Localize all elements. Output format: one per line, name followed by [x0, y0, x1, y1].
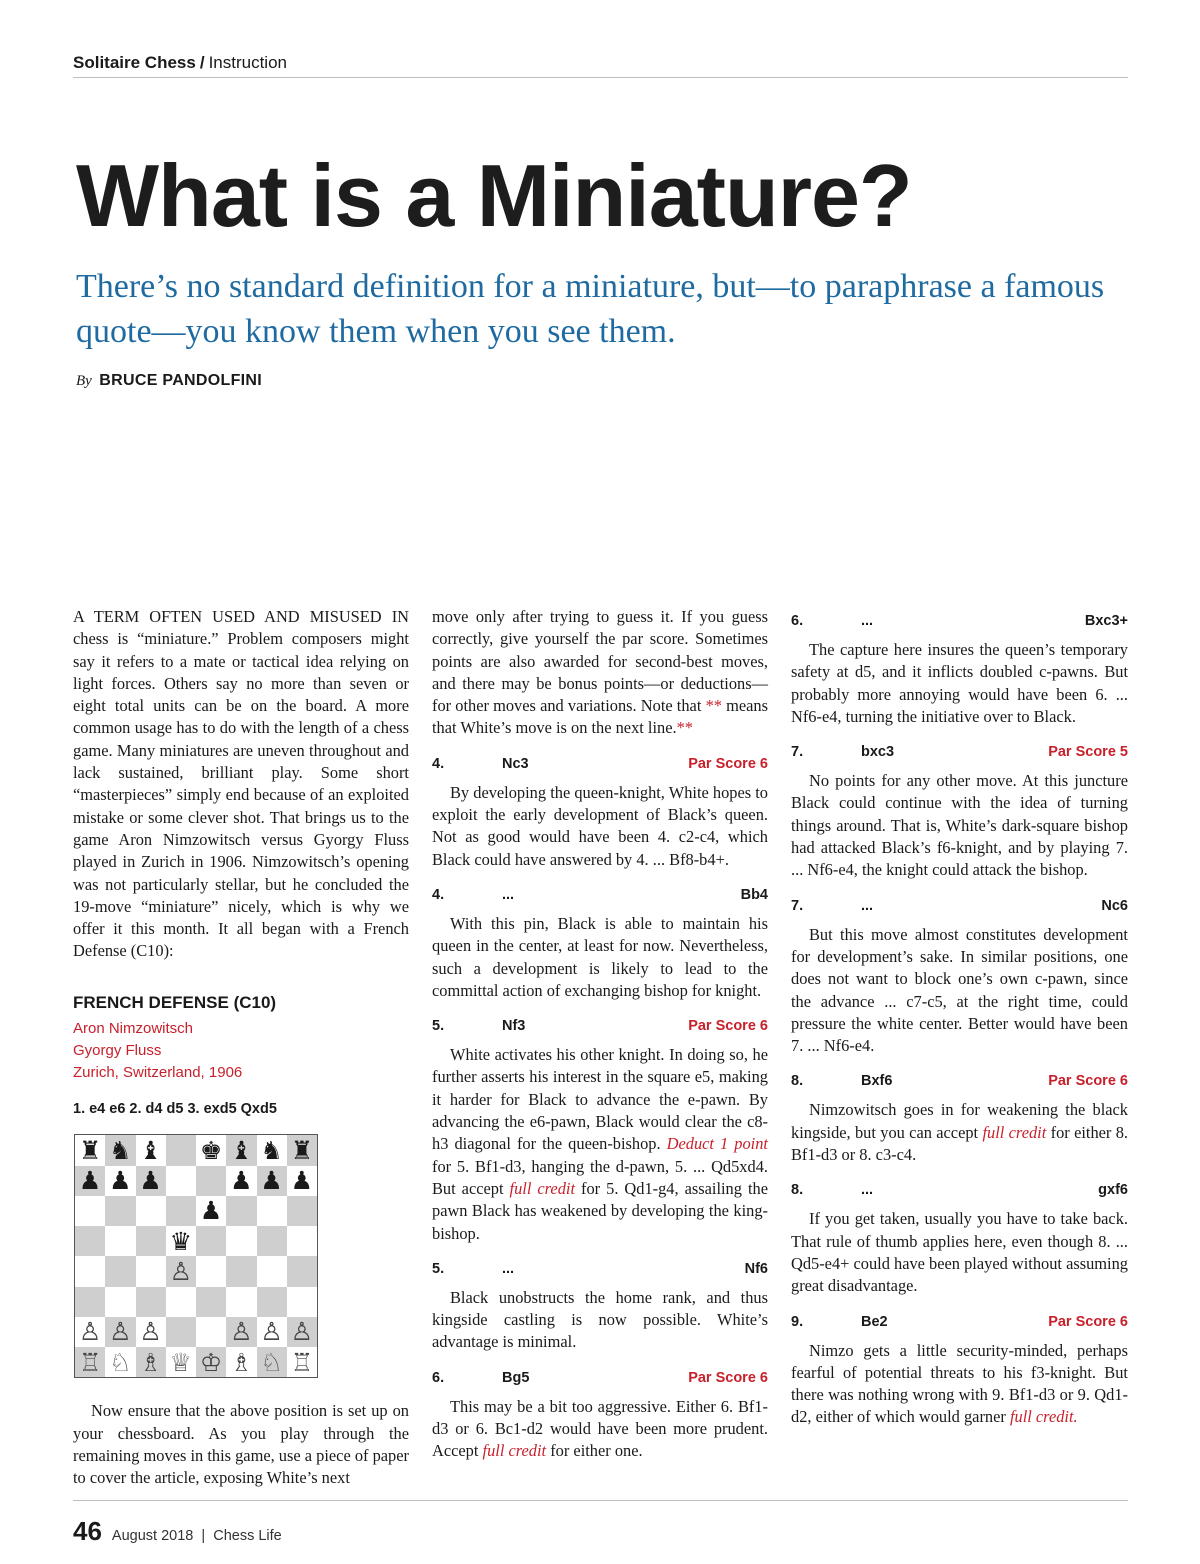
chessboard-diagram [74, 1134, 318, 1378]
square-d2 [166, 1317, 196, 1347]
square-e2 [196, 1317, 226, 1347]
section-name: Solitaire Chess [73, 53, 196, 72]
stars-marker: ** [705, 696, 722, 716]
stars-marker: ** [676, 718, 693, 738]
square-a4 [75, 1256, 105, 1286]
square-f5 [226, 1226, 256, 1256]
chess-piece-icon: ♙ [109, 1317, 132, 1347]
square-b5 [105, 1226, 135, 1256]
chess-piece-icon: ♙ [169, 1256, 193, 1286]
square-h3 [287, 1287, 317, 1317]
chess-piece-icon: ♗ [139, 1347, 162, 1377]
move-header: 6. Bg5 Par Score 6 [432, 1367, 768, 1387]
chess-piece-icon: ♜ [78, 1135, 102, 1165]
move-header: 5. Nf3 Par Score 6 [432, 1015, 768, 1035]
chess-piece-icon: ♟ [78, 1166, 102, 1196]
square-e8 [196, 1135, 226, 1165]
chess-piece-icon: ♕ [169, 1347, 193, 1377]
section-sub: Instruction [208, 53, 287, 72]
opening-moves: 1. e4 e6 2. d4 d5 3. exd5 Qxd5 [73, 1101, 277, 1118]
square-h8 [287, 1135, 317, 1165]
move-header: 5. ... Nf6 [432, 1260, 768, 1277]
square-a7 [75, 1166, 105, 1196]
square-g1 [257, 1347, 287, 1377]
move-comment: Nimzowitsch goes in for weakening the black kingside, but you can accept full credit for either 8. Bf1-d3 or 8. c3-c4. [791, 1100, 1129, 1165]
square-c1 [136, 1347, 166, 1377]
square-b1 [105, 1347, 135, 1377]
chess-piece-icon: ♙ [139, 1317, 162, 1347]
square-f2 [226, 1317, 256, 1347]
move-comment: White activates his other knight. In doing so, he further asserts his interest in the square e5, making it harder for Black to advance the e-pawn. By advancing the e6-pawn, Black would clear the c8-h3 diagonal for the queen-bishop. Deduct 1 point for 5. Bf1-d3, hanging the d-pawn, 5. ... Qd5xd4. But accept full credit for 5. Qd1-g4, assailing the pawn Black has weakened by developing the king-bishop. [432, 1045, 768, 1243]
move-header: 6. ... Bxc3+ [791, 613, 1128, 629]
chess-piece-icon: ♟ [199, 1196, 223, 1226]
square-e3 [196, 1287, 226, 1317]
footer-issue: August 2018 | Chess Life [111, 1528, 282, 1544]
square-e7 [196, 1166, 226, 1196]
square-c4 [136, 1256, 166, 1286]
article-title: What is a Miniature? [76, 146, 912, 245]
full-credit-note: full credit [982, 1122, 1047, 1142]
intro-paragraph: A TERM OFTEN USED AND MISUSED IN chess is “miniature.” Problem composers might say it refers to a mate or tactical idea relying on light forces. Others say no more than seven or eight total units can be on the board. A more common usage has to do with the length of a chess game. Many miniatures are uneven throughout and lack sustained, brilliant play. Some short “masterpieces” simply end because of an exploited mistake or some clever shot. That brings us to the game Aron Nimzowitsch versus Gyorgy Fluss played in Zurich in 1906. Nimzowitsch’s opening was not particularly stellar, but he concluded the 19-move “miniature” nicely, which is why we offer it this month. It all began with a French Defense (C10): [73, 607, 409, 961]
column-2 [432, 606, 768, 1463]
square-a2 [75, 1317, 105, 1347]
square-h7 [287, 1166, 317, 1196]
instruction-paragraph: Now ensure that the above position is set up on your chessboard. As you play through the remaining moves in this game, use a piece of paper to cover the article, exposing White’s next [73, 1401, 409, 1488]
square-g4 [257, 1256, 287, 1286]
byline [76, 372, 262, 390]
square-h5 [287, 1226, 317, 1256]
square-c3 [136, 1287, 166, 1317]
square-h1 [287, 1347, 317, 1377]
square-g3 [257, 1287, 287, 1317]
square-d3 [166, 1287, 196, 1317]
page-number: 46 [73, 1516, 102, 1546]
full-credit-note: full credit [509, 1178, 576, 1198]
move-header: 4. Nc3 Par Score 6 [432, 753, 768, 773]
chess-piece-icon: ♗ [230, 1347, 253, 1377]
square-a5 [75, 1226, 105, 1256]
par-score: Par Score 6 [1048, 1073, 1128, 1090]
square-a1 [75, 1347, 105, 1377]
chess-piece-icon: ♝ [230, 1135, 253, 1165]
running-header [73, 53, 1128, 78]
deduct-note: Deduct 1 point [666, 1134, 768, 1154]
chess-piece-icon: ♖ [290, 1347, 314, 1377]
move-comment: If you get taken, usually you have to take back. That rule of thumb applies here, even though 8. ... Qd5-e4+ could have been played without assuming great disadvantage. [791, 1209, 1128, 1296]
move-header: 7. bxc3 Par Score 5 [791, 741, 1128, 761]
chess-piece-icon: ♛ [169, 1226, 193, 1256]
par-score: Par Score 6 [688, 1369, 768, 1386]
square-d4 [166, 1256, 196, 1286]
square-f3 [226, 1287, 256, 1317]
par-score: Par Score 6 [688, 1018, 768, 1035]
game-place: Zurich, Switzerland, 1906 [73, 1064, 243, 1082]
square-f1 [226, 1347, 256, 1377]
chess-piece-icon: ♘ [260, 1347, 283, 1377]
square-g5 [257, 1226, 287, 1256]
square-f8 [226, 1135, 256, 1165]
chess-piece-icon: ♜ [290, 1135, 314, 1165]
chess-piece-icon: ♟ [290, 1166, 314, 1196]
move-comment: No points for any other move. At this juncture Black could continue with the idea of turning things around. That is, White’s dark-square bishop had attacked Black’s f6-knight, and by playing 7. ... Nf6-e4, the knight could attack the bishop. [791, 771, 1128, 880]
square-h6 [287, 1196, 317, 1226]
move-header: 7. ... Nc6 [791, 897, 1128, 914]
column-3 [791, 606, 1128, 1429]
chess-piece-icon: ♟ [260, 1166, 283, 1196]
move-comment: But this move almost constitutes development for development’s sake. In similar positions, one does not want to block one’s own c-pawn, since the advance ... c7-c5, at the right time, could pressure the white center. Better would have been 7. ... Nf6-e4. [791, 924, 1128, 1056]
square-c8 [136, 1135, 166, 1165]
chess-piece-icon: ♞ [260, 1135, 283, 1165]
square-d5 [166, 1226, 196, 1256]
byline-author: BRUCE PANDOLFINI [99, 372, 263, 389]
chess-piece-icon: ♙ [230, 1317, 253, 1347]
square-c7 [136, 1166, 166, 1196]
chess-piece-icon: ♟ [230, 1166, 253, 1196]
square-c5 [136, 1226, 166, 1256]
page-footer [73, 1516, 282, 1547]
full-credit-note: full credit. [1009, 1407, 1078, 1427]
square-c6 [136, 1196, 166, 1226]
square-f7 [226, 1166, 256, 1196]
square-c2 [136, 1317, 166, 1347]
move-comment: By developing the queen-knight, White hopes to exploit the early development of Black’s queen. Not as good would have been 4. c2-c4, which Black could have answered by 4. ... Bf8-b4+. [432, 782, 768, 869]
move-comment: Nimzo gets a little security-minded, perhaps fearful of potential threats to his f3-knight. But there was nothing wrong with 9. Bf1-d3 or 9. Qd1-d2, either of which would garner full credit. [791, 1340, 1128, 1427]
chess-piece-icon: ♙ [78, 1317, 102, 1347]
header-separator: / [199, 53, 205, 72]
square-g8 [257, 1135, 287, 1165]
square-e5 [196, 1226, 226, 1256]
par-score: Par Score 6 [688, 755, 768, 772]
chess-piece-icon: ♙ [290, 1317, 314, 1347]
square-d1 [166, 1347, 196, 1377]
white-player: Aron Nimzowitsch [73, 1020, 194, 1038]
square-a6 [75, 1196, 105, 1226]
square-b7 [105, 1166, 135, 1196]
square-h2 [287, 1317, 317, 1347]
instruction-continued: move only after trying to guess it. If you guess correctly, give yourself the par score. Sometimes points are also awarded for second-best moves, and there may be bonus points—or deductions—for other moves and variations. Note that ** means that White’s move is on the next line.** [432, 607, 768, 738]
square-f4 [226, 1256, 256, 1286]
square-g2 [257, 1317, 287, 1347]
article-deck: There’s no standard definition for a miniature, but—to paraphrase a famous quote—you know them when you see them. [76, 268, 1105, 350]
square-a8 [75, 1135, 105, 1165]
chess-piece-icon: ♘ [109, 1347, 132, 1377]
black-player: Gyorgy Fluss [73, 1042, 162, 1060]
square-d6 [166, 1196, 196, 1226]
opening-heading: FRENCH DEFENSE (C10) [73, 992, 277, 1012]
move-comment: This may be a bit too aggressive. Either 6. Bf1-d3 or 6. Bc1-d2 would have been more prudent. Accept full credit for either one. [432, 1396, 768, 1461]
chess-piece-icon: ♚ [199, 1135, 223, 1165]
move-header: 8. Bxf6 Par Score 6 [791, 1070, 1128, 1090]
square-g6 [257, 1196, 287, 1226]
move-header: 4. ... Bb4 [432, 886, 768, 903]
move-comment: The capture here insures the queen’s temporary safety at d5, and it inflicts doubled c-pawns. But probably more annoying would have been 6. ... Nf6-e4, turning the initiative over to Black. [791, 640, 1128, 726]
footer-rule [73, 1500, 1128, 1501]
square-b4 [105, 1256, 135, 1286]
chess-piece-icon: ♟ [109, 1166, 132, 1196]
chess-piece-icon: ♖ [78, 1347, 102, 1377]
chess-piece-icon: ♝ [139, 1135, 162, 1165]
par-score: Par Score 6 [1048, 1313, 1128, 1330]
square-a3 [75, 1287, 105, 1317]
chess-piece-icon: ♔ [199, 1347, 223, 1377]
chess-piece-icon: ♙ [260, 1317, 283, 1347]
move-comment: Black unobstructs the home rank, and thus kingside castling is now possible. White’s advantage is minimal. [432, 1287, 768, 1352]
byline-by: By [76, 373, 92, 389]
move-comment: With this pin, Black is able to maintain his queen in the center, at least for now. Nevertheless, such a development is likely to lead to the committal action of exchanging bishop for knight. [432, 913, 768, 1000]
square-h4 [287, 1256, 317, 1286]
square-b2 [105, 1317, 135, 1347]
square-e6 [196, 1196, 226, 1226]
full-credit-note: full credit [482, 1441, 547, 1461]
square-d8 [166, 1135, 196, 1165]
par-score: Par Score 5 [1048, 744, 1128, 761]
move-header: 8. ... gxf6 [791, 1182, 1128, 1199]
square-d7 [166, 1166, 196, 1196]
square-b3 [105, 1287, 135, 1317]
move-header: 9. Be2 Par Score 6 [791, 1311, 1128, 1331]
square-g7 [257, 1166, 287, 1196]
chess-piece-icon: ♞ [109, 1135, 132, 1165]
square-e1 [196, 1347, 226, 1377]
square-e4 [196, 1256, 226, 1286]
column-1 [73, 606, 409, 1490]
square-f6 [226, 1196, 256, 1226]
chess-piece-icon: ♟ [139, 1166, 162, 1196]
game-info [73, 1018, 409, 1084]
square-b6 [105, 1196, 135, 1226]
square-b8 [105, 1135, 135, 1165]
